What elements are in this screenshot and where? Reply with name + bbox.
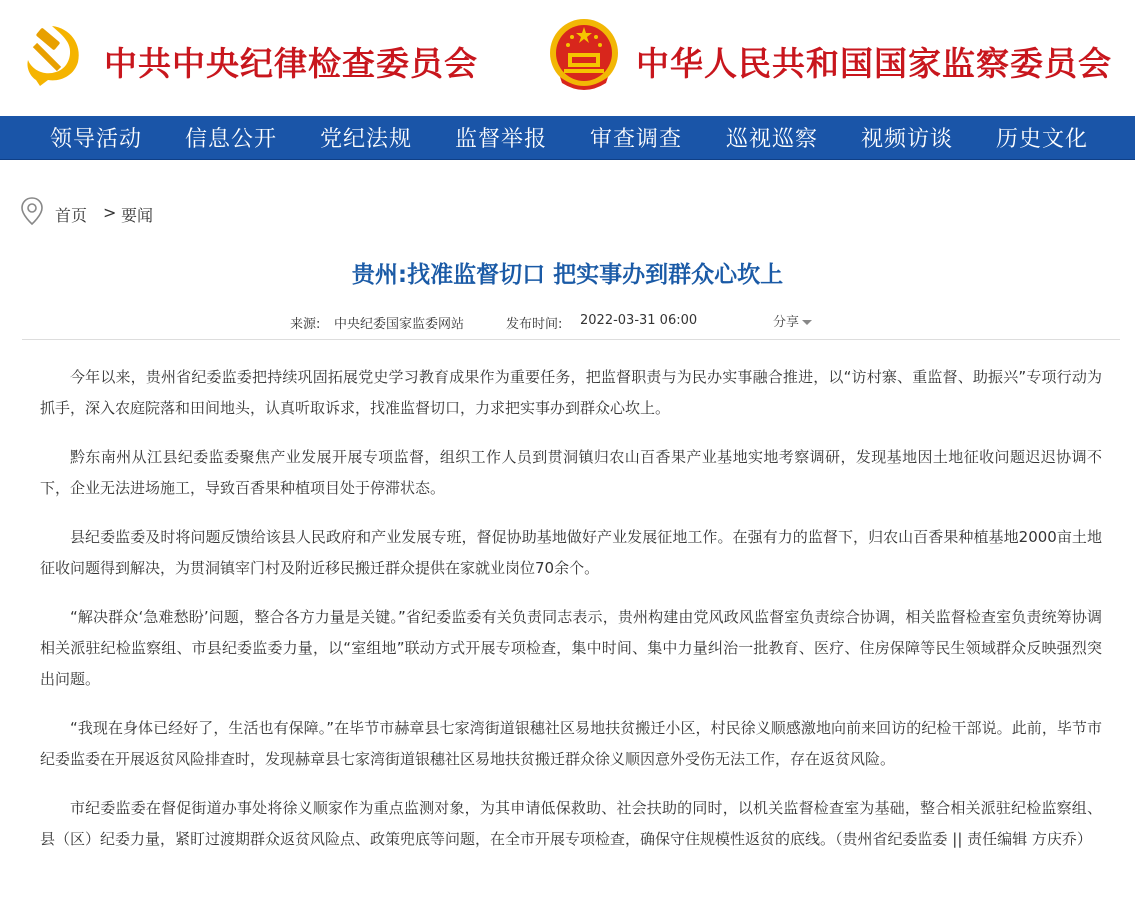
main-nav <box>0 116 1135 160</box>
nav-item-history[interactable]: 历史文化 <box>996 127 1089 152</box>
article-source: 中央纪委国家监委网站 <box>334 317 465 332</box>
publish-time-label: 发布时间: <box>506 317 563 332</box>
location-pin-icon <box>20 196 44 226</box>
article-title: 贵州:找准监督切口 把实事办到群众心坎上 <box>351 262 784 288</box>
publish-time: 2022-03-31 06:00 <box>580 313 698 328</box>
divider <box>22 339 1120 340</box>
source-label: 来源: <box>290 317 321 332</box>
share-label: 分享 <box>773 315 800 330</box>
party-emblem-icon[interactable] <box>22 22 86 86</box>
breadcrumb-home[interactable]: 首页 <box>55 206 88 225</box>
article-paragraph: 黔东南州从江县纪委监委聚焦产业发展开展专项监督，组织工作人员到贯洞镇归农山百香果产业基地实地考察调研，发现基地因土地征收问题迟迟协调不下，企业无法进场施工，导致百香果种植项目处于停滞状态。 <box>40 448 1102 497</box>
nav-item-report[interactable]: 监督举报 <box>455 127 548 152</box>
national-emblem-icon[interactable] <box>548 15 620 93</box>
article-paragraph: “解决群众‘急难愁盼’问题，整合各方力量是关键。”省纪委监委有关负责同志表示，贵州构建由党风政风监督室负责综合协调，相关监督检查室负责统筹协调相关派驻纪检监察组、市县纪委监委力量，以“室组地”联动方式开展专项检查，集中时间、集中力量纠治一批教育、医疗、住房保障等民生领域群众反映强烈突出问题。 <box>40 608 1102 688</box>
nav-item-investigation[interactable]: 审查调查 <box>590 127 683 152</box>
cpc-ccdi-title[interactable]: 中共中央纪律检查委员会 <box>104 44 478 83</box>
site-header <box>0 0 1135 116</box>
article-body <box>40 362 1102 873</box>
breadcrumb-current[interactable]: 要闻 <box>121 206 154 225</box>
nsc-title[interactable]: 中华人民共和国国家监察委员会 <box>636 44 1112 83</box>
article-paragraph: 县纪委监委及时将问题反馈给该县人民政府和产业发展专班，督促协助基地做好产业发展征地工作。在强有力的监督下，归农山百香果种植基地2000亩土地征收问题得到解决，为贯洞镇宰门村及附近移民搬迁群众提供在家就业岗位70余个。 <box>40 528 1102 577</box>
nav-item-inspection[interactable]: 巡视巡察 <box>726 127 819 152</box>
nav-item-regulations[interactable]: 党纪法规 <box>320 127 413 152</box>
nav-item-leadership[interactable]: 领导活动 <box>50 127 143 152</box>
breadcrumb-separator: > <box>103 203 117 222</box>
article-paragraph: “我现在身体已经好了，生活也有保障。”在毕节市赫章县七家湾街道银穗社区易地扶贫搬迁小区，村民徐义顺感激地向前来回访的纪检干部说。此前，毕节市纪委监委在开展返贫风险排查时，发现赫章县七家湾街道银穗社区易地扶贫搬迁群众徐义顺因意外受伤无法工作，存在返贫风险。 <box>40 719 1102 768</box>
caret-down-icon <box>802 320 812 325</box>
nav-item-video[interactable]: 视频访谈 <box>861 127 954 152</box>
article-paragraph: 市纪委监委在督促街道办事处将徐义顺家作为重点监测对象，为其申请低保救助、社会扶助的同时，以机关监督检查室为基础，整合相关派驻纪检监察组、县（区）纪委力量，紧盯过渡期群众返贫风险点、政策兜底等问题，在全市开展专项检查，确保守住规模性返贫的底线。（贵州省纪委监委 || 责任编辑 方庆乔） <box>40 799 1102 848</box>
nav-item-information[interactable]: 信息公开 <box>185 127 278 152</box>
share-button[interactable] <box>773 311 812 330</box>
breadcrumb <box>20 196 420 226</box>
article-paragraph: 今年以来，贵州省纪委监委把持续巩固拓展党史学习教育成果作为重要任务，把监督职责与为民办实事融合推进，以“访村寨、重监督、助振兴”专项行动为抓手，深入农庭院落和田间地头，认真听取诉求，找准监督切口，力求把实事办到群众心坎上。 <box>40 368 1102 417</box>
